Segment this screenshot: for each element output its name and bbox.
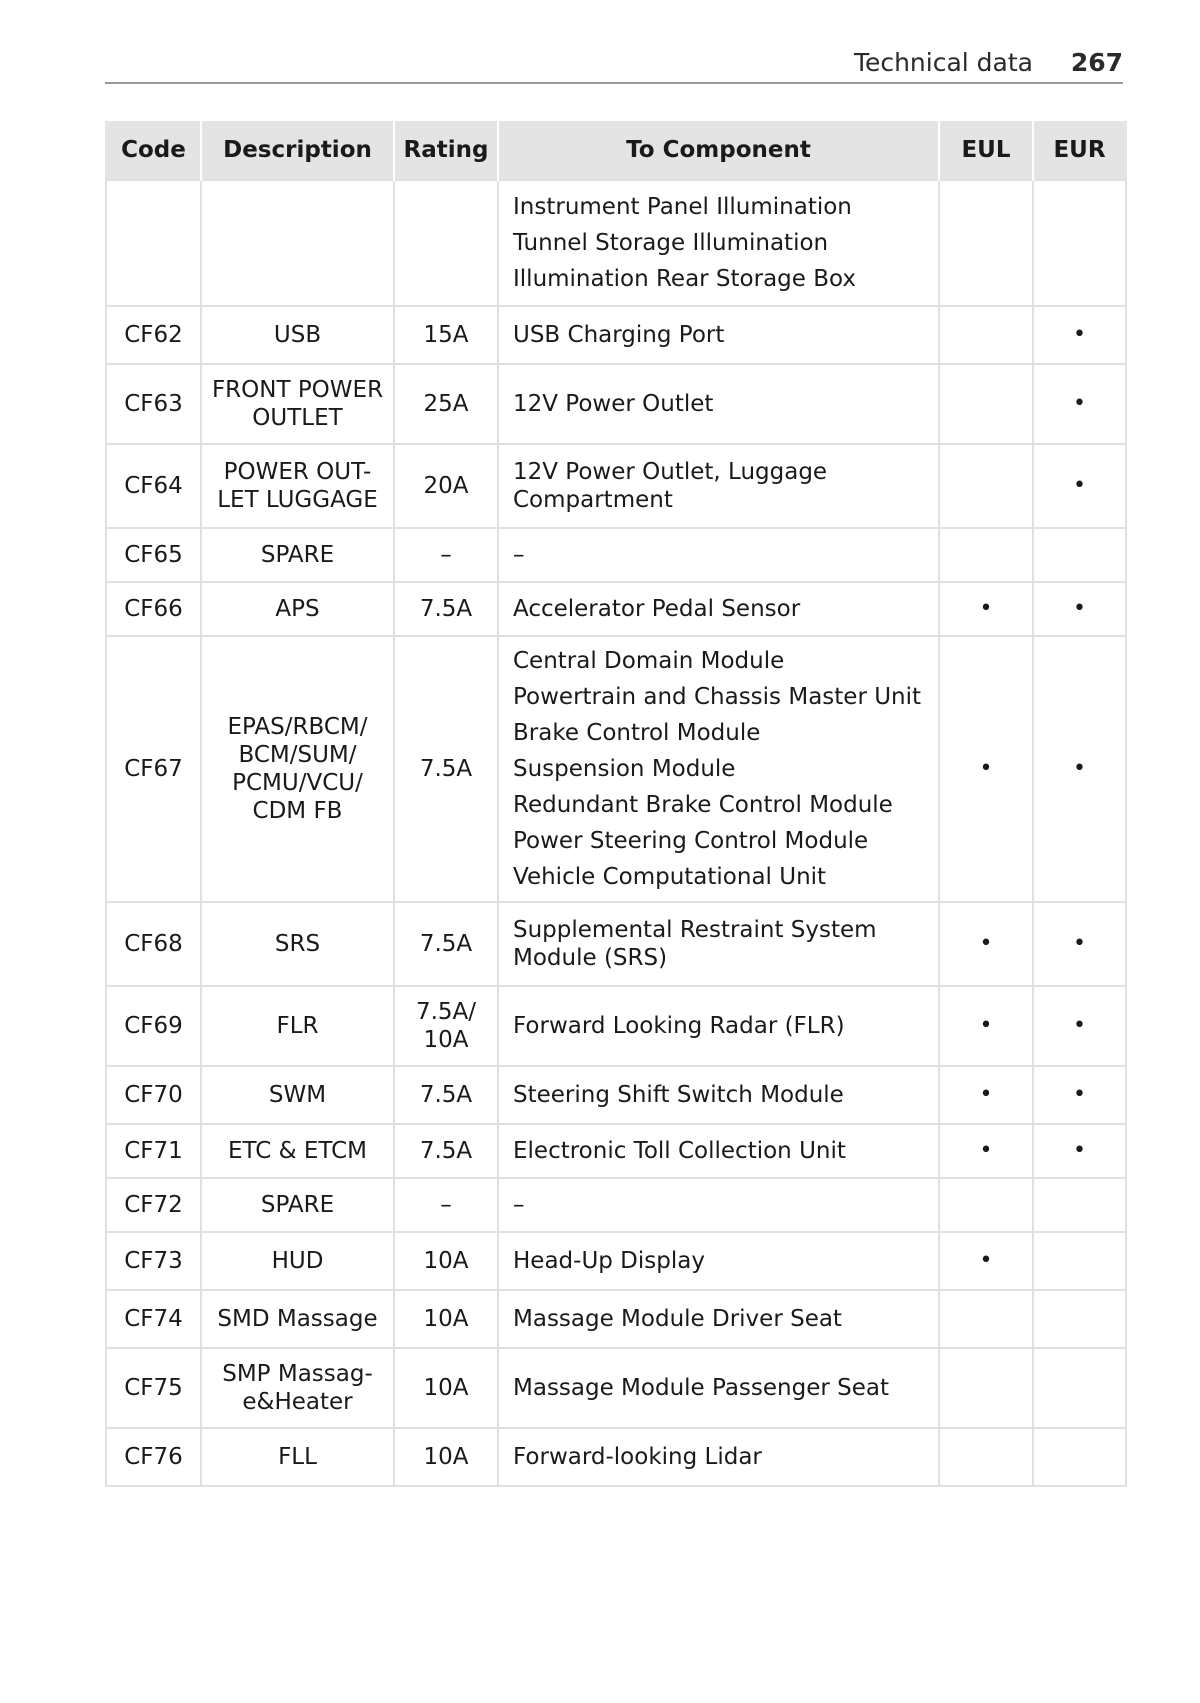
column-header-code: Code bbox=[106, 121, 201, 180]
component-line: 12V Power Outlet, Luggage Compartment bbox=[513, 459, 828, 513]
component-line: Central Domain Module bbox=[513, 648, 785, 674]
fuse-rating-cell: 25A bbox=[394, 364, 498, 444]
fuse-rating-cell: 20A bbox=[394, 444, 498, 528]
fuse-rating-cell: 7.5A/ 10A bbox=[394, 986, 498, 1066]
eur-mark-cell: • bbox=[1033, 636, 1126, 902]
table-row bbox=[106, 1178, 1126, 1232]
fuse-description-cell: APS bbox=[201, 582, 394, 636]
column-header-rating: Rating bbox=[394, 121, 498, 180]
eur-mark-cell bbox=[1033, 1290, 1126, 1348]
fuse-component-cell bbox=[498, 582, 939, 636]
table-row bbox=[106, 1232, 1126, 1290]
table-row bbox=[106, 306, 1126, 364]
component-line: Head-Up Display bbox=[513, 1248, 705, 1274]
table-row bbox=[106, 582, 1126, 636]
fuse-component-cell bbox=[498, 364, 939, 444]
fuse-description-cell bbox=[201, 180, 394, 306]
fuse-component-cell bbox=[498, 1066, 939, 1124]
fuse-rating-cell: 7.5A bbox=[394, 902, 498, 986]
fuse-rating-cell: 7.5A bbox=[394, 1066, 498, 1124]
table-row bbox=[106, 1290, 1126, 1348]
table-row bbox=[106, 986, 1126, 1066]
table-row bbox=[106, 1428, 1126, 1486]
fuse-code-cell: CF76 bbox=[106, 1428, 201, 1486]
column-header-description: Description bbox=[201, 121, 394, 180]
eur-mark-cell: • bbox=[1033, 306, 1126, 364]
table-header-row bbox=[106, 121, 1126, 180]
fuse-component-cell bbox=[498, 1348, 939, 1428]
column-header-eul: EUL bbox=[939, 121, 1033, 180]
component-line: Power Steering Control Module bbox=[513, 828, 869, 854]
fuse-component-cell bbox=[498, 636, 939, 902]
eur-mark-cell: • bbox=[1033, 582, 1126, 636]
component-line: Massage Module Driver Seat bbox=[513, 1306, 842, 1332]
fuse-description-cell: HUD bbox=[201, 1232, 394, 1290]
fuse-code-cell: CF66 bbox=[106, 582, 201, 636]
table-row bbox=[106, 1066, 1126, 1124]
fuse-rating-cell: 10A bbox=[394, 1348, 498, 1428]
eul-mark-cell: • bbox=[939, 1232, 1033, 1290]
fuse-description-cell: SPARE bbox=[201, 1178, 394, 1232]
fuse-rating-cell: 7.5A bbox=[394, 582, 498, 636]
fuse-rating-cell: 10A bbox=[394, 1428, 498, 1486]
fuse-component-cell bbox=[498, 986, 939, 1066]
eur-mark-cell: • bbox=[1033, 1124, 1126, 1178]
fuse-code-cell: CF67 bbox=[106, 636, 201, 902]
eul-mark-cell: • bbox=[939, 1066, 1033, 1124]
eur-mark-cell bbox=[1033, 1232, 1126, 1290]
eur-mark-cell bbox=[1033, 180, 1126, 306]
table-row bbox=[106, 1124, 1126, 1178]
component-line: Forward-looking Lidar bbox=[513, 1444, 762, 1470]
component-line: Powertrain and Chassis Master Unit bbox=[513, 684, 922, 710]
fuse-rating-cell: 10A bbox=[394, 1232, 498, 1290]
fuse-component-cell bbox=[498, 1124, 939, 1178]
fuse-table bbox=[105, 121, 1127, 1487]
fuse-description-cell: POWER OUT- LET LUGGAGE bbox=[201, 444, 394, 528]
eul-mark-cell: • bbox=[939, 636, 1033, 902]
page-header bbox=[105, 40, 1123, 84]
component-line: – bbox=[513, 1192, 525, 1218]
fuse-component-cell bbox=[498, 528, 939, 582]
fuse-component-cell bbox=[498, 902, 939, 986]
table-row bbox=[106, 364, 1126, 444]
fuse-description-cell: USB bbox=[201, 306, 394, 364]
component-line: 12V Power Outlet bbox=[513, 391, 714, 417]
table-row bbox=[106, 636, 1126, 902]
fuse-code-cell: CF74 bbox=[106, 1290, 201, 1348]
component-line: Steering Shift Switch Module bbox=[513, 1082, 844, 1108]
eur-mark-cell bbox=[1033, 528, 1126, 582]
fuse-description-cell: FLR bbox=[201, 986, 394, 1066]
fuse-description-cell: ETC & ETCM bbox=[201, 1124, 394, 1178]
eul-mark-cell bbox=[939, 444, 1033, 528]
fuse-rating-cell: 7.5A bbox=[394, 636, 498, 902]
component-line: Forward Looking Radar (FLR) bbox=[513, 1013, 845, 1039]
component-line: Accelerator Pedal Sensor bbox=[513, 596, 801, 622]
component-line: Instrument Panel Illumination bbox=[513, 194, 852, 220]
eul-mark-cell bbox=[939, 180, 1033, 306]
eul-mark-cell: • bbox=[939, 986, 1033, 1066]
eul-mark-cell: • bbox=[939, 582, 1033, 636]
component-line: Vehicle Computational Unit bbox=[513, 864, 827, 890]
table-body bbox=[106, 180, 1126, 1486]
fuse-rating-cell: 7.5A bbox=[394, 1124, 498, 1178]
fuse-rating-cell: – bbox=[394, 528, 498, 582]
fuse-description-cell: SRS bbox=[201, 902, 394, 986]
eul-mark-cell bbox=[939, 1290, 1033, 1348]
fuse-component-cell bbox=[498, 1232, 939, 1290]
eur-mark-cell: • bbox=[1033, 444, 1126, 528]
component-line: Electronic Toll Collection Unit bbox=[513, 1138, 846, 1164]
eul-mark-cell bbox=[939, 1178, 1033, 1232]
component-line: USB Charging Port bbox=[513, 322, 725, 348]
fuse-component-cell bbox=[498, 1428, 939, 1486]
fuse-rating-cell: – bbox=[394, 1178, 498, 1232]
component-line: Suspension Module bbox=[513, 756, 736, 782]
fuse-rating-cell: 15A bbox=[394, 306, 498, 364]
table-row bbox=[106, 180, 1126, 306]
fuse-component-cell bbox=[498, 1290, 939, 1348]
eur-mark-cell: • bbox=[1033, 364, 1126, 444]
eur-mark-cell bbox=[1033, 1428, 1126, 1486]
fuse-description-cell: SMP Massag- e&Heater bbox=[201, 1348, 394, 1428]
fuse-description-cell: FLL bbox=[201, 1428, 394, 1486]
fuse-code-cell: CF64 bbox=[106, 444, 201, 528]
fuse-rating-cell: 10A bbox=[394, 1290, 498, 1348]
fuse-code-cell: CF70 bbox=[106, 1066, 201, 1124]
eul-mark-cell: • bbox=[939, 902, 1033, 986]
column-header-component: To Component bbox=[498, 121, 939, 180]
fuse-component-cell bbox=[498, 1178, 939, 1232]
column-header-eur: EUR bbox=[1033, 121, 1126, 180]
eur-mark-cell bbox=[1033, 1348, 1126, 1428]
eul-mark-cell bbox=[939, 1348, 1033, 1428]
component-line: – bbox=[513, 542, 525, 568]
fuse-code-cell: CF75 bbox=[106, 1348, 201, 1428]
fuse-code-cell: CF71 bbox=[106, 1124, 201, 1178]
table-row bbox=[106, 1348, 1126, 1428]
fuse-component-cell bbox=[498, 444, 939, 528]
eul-mark-cell bbox=[939, 364, 1033, 444]
eur-mark-cell: • bbox=[1033, 1066, 1126, 1124]
fuse-code-cell: CF68 bbox=[106, 902, 201, 986]
eur-mark-cell: • bbox=[1033, 986, 1126, 1066]
page-number: 267 bbox=[1070, 48, 1123, 77]
fuse-rating-cell bbox=[394, 180, 498, 306]
fuse-description-cell: FRONT POWER OUTLET bbox=[201, 364, 394, 444]
eur-mark-cell: • bbox=[1033, 902, 1126, 986]
eul-mark-cell bbox=[939, 528, 1033, 582]
fuse-description-cell: SWM bbox=[201, 1066, 394, 1124]
fuse-code-cell bbox=[106, 180, 201, 306]
fuse-code-cell: CF62 bbox=[106, 306, 201, 364]
fuse-component-cell bbox=[498, 306, 939, 364]
fuse-description-cell: EPAS/RBCM/ BCM/SUM/ PCMU/VCU/ CDM FB bbox=[201, 636, 394, 902]
eul-mark-cell bbox=[939, 306, 1033, 364]
eul-mark-cell bbox=[939, 1428, 1033, 1486]
component-line: Redundant Brake Control Module bbox=[513, 792, 893, 818]
fuse-code-cell: CF65 bbox=[106, 528, 201, 582]
table-row bbox=[106, 444, 1126, 528]
component-line: Tunnel Storage Illumination bbox=[513, 230, 829, 256]
section-title: Technical data bbox=[853, 48, 1033, 77]
component-line: Supplemental Restraint System Module (SRS) bbox=[513, 917, 877, 971]
eur-mark-cell bbox=[1033, 1178, 1126, 1232]
fuse-component-cell bbox=[498, 180, 939, 306]
component-line: Brake Control Module bbox=[513, 720, 761, 746]
fuse-description-cell: SMD Massage bbox=[201, 1290, 394, 1348]
component-line: Massage Module Passenger Seat bbox=[513, 1375, 890, 1401]
table-row bbox=[106, 528, 1126, 582]
table-row bbox=[106, 902, 1126, 986]
fuse-code-cell: CF72 bbox=[106, 1178, 201, 1232]
fuse-description-cell: SPARE bbox=[201, 528, 394, 582]
fuse-code-cell: CF73 bbox=[106, 1232, 201, 1290]
fuse-code-cell: CF63 bbox=[106, 364, 201, 444]
fuse-code-cell: CF69 bbox=[106, 986, 201, 1066]
component-line: Illumination Rear Storage Box bbox=[513, 266, 856, 292]
eul-mark-cell: • bbox=[939, 1124, 1033, 1178]
